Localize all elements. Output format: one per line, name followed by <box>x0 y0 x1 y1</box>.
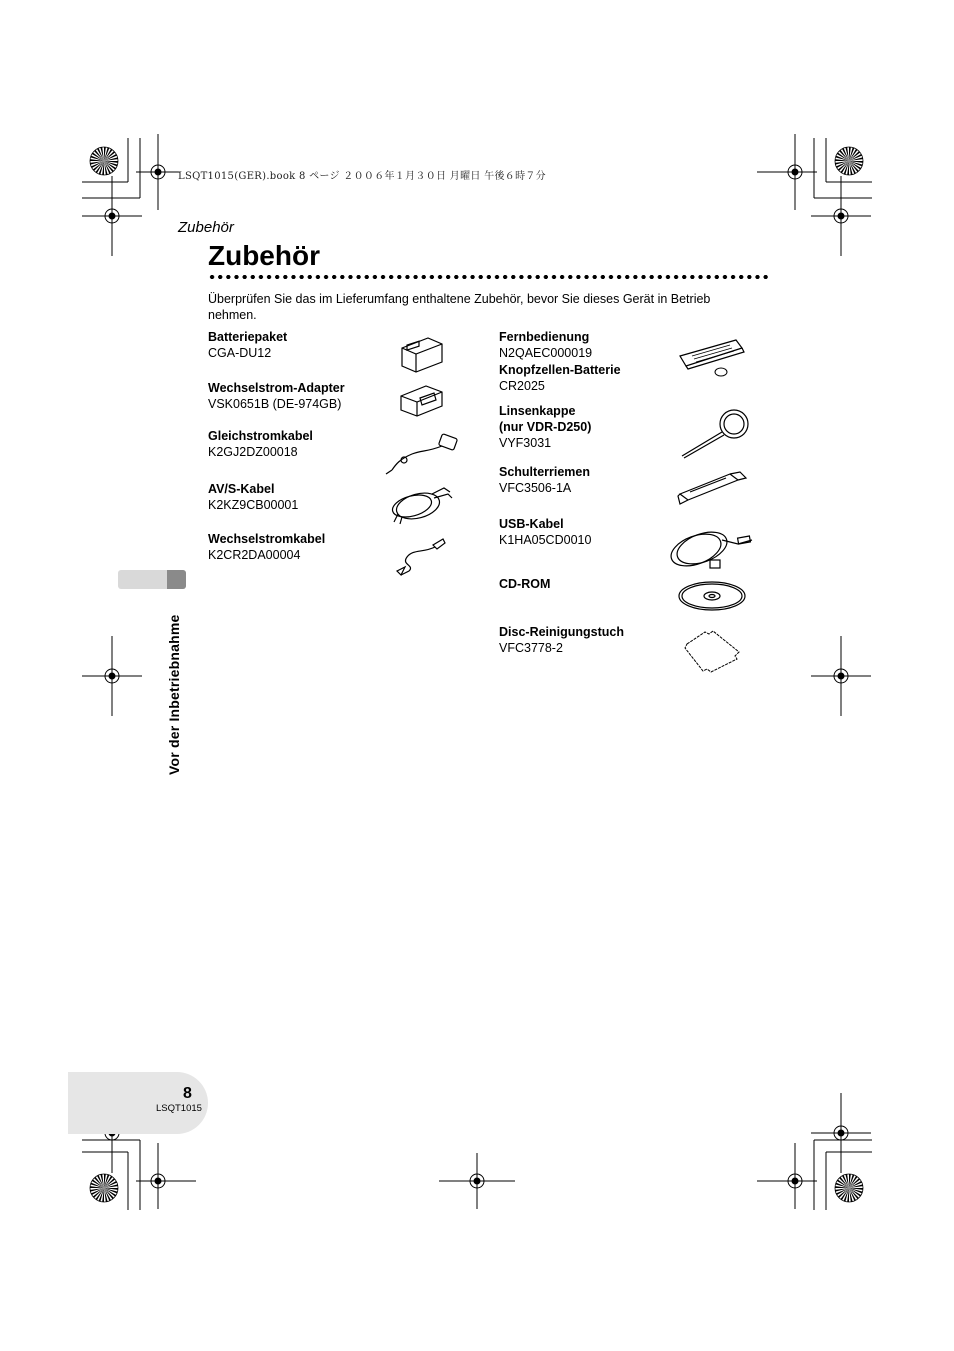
item-code: N2QAEC000019 <box>499 346 593 360</box>
item-code: K2GJ2DZ00018 <box>208 445 298 459</box>
item-name: AV/S-Kabel <box>208 482 275 496</box>
list-item <box>208 329 287 361</box>
document-code: LSQT1015 <box>156 1103 202 1114</box>
item-name: USB-Kabel <box>499 517 564 531</box>
list-item <box>499 362 621 394</box>
page-number: 8 <box>183 1085 192 1102</box>
item-name: Knopfzellen-Batterie <box>499 363 621 377</box>
item-code: K2KZ9CB00001 <box>208 498 299 512</box>
ac-adapter-icon <box>398 382 446 420</box>
item-code: VFC3778-2 <box>499 641 563 655</box>
item-name: Wechselstromkabel <box>208 532 326 546</box>
battery-pack-icon <box>398 334 446 374</box>
starburst-target <box>835 1174 863 1202</box>
item-name: Fernbedienung <box>499 330 590 344</box>
section-label: Vor der Inbetriebnahme <box>166 614 182 775</box>
list-item <box>208 380 345 412</box>
cleaning-cloth-icon <box>683 628 743 674</box>
page-title: Zubehör <box>208 240 320 271</box>
item-code: K2CR2DA00004 <box>208 548 301 562</box>
list-item <box>499 516 591 548</box>
coin-battery-icon <box>713 366 729 378</box>
list-item <box>208 481 298 513</box>
item-name: Gleichstromkabel <box>208 429 313 443</box>
title-dotted-rule <box>208 271 768 283</box>
item-name: CD-ROM <box>499 577 551 591</box>
dc-cable-icon <box>382 430 462 478</box>
starburst-target <box>90 1174 118 1202</box>
item-code: VFC3506-1A <box>499 481 572 495</box>
shoulder-strap-icon <box>676 468 748 510</box>
item-code: CGA-DU12 <box>208 346 272 360</box>
list-item <box>499 329 592 361</box>
list-item <box>499 464 590 496</box>
usb-cable-icon <box>666 520 758 574</box>
starburst-target <box>835 147 863 175</box>
remote-control-icon <box>678 336 746 380</box>
list-item <box>499 624 624 656</box>
section-tab-marker <box>167 570 186 589</box>
lens-cap-icon <box>678 406 750 460</box>
list-item <box>499 576 550 592</box>
av-cable-icon <box>388 484 456 528</box>
starburst-target <box>90 147 118 175</box>
intro-text: Überprüfen Sie das im Lieferumfang enthaltene Zubehör, bevor Sie dieses Gerät in Betrieb nehmen. <box>208 292 711 322</box>
item-name: Disc-Reinigungstuch <box>499 625 625 639</box>
item-name: Wechselstrom-Adapter <box>208 381 345 395</box>
item-name: Batteriepaket <box>208 330 288 344</box>
list-item <box>208 531 325 563</box>
item-code: K1HA05CD0010 <box>499 533 592 547</box>
item-name: Schulterriemen <box>499 465 591 479</box>
list-item <box>208 428 313 460</box>
item-code: CR2025 <box>499 379 545 393</box>
item-code: VYF3031 <box>499 436 552 450</box>
item-name: Linsenkappe (nur VDR-D250) <box>499 404 592 434</box>
cd-rom-icon <box>677 580 747 612</box>
print-header: LSQT1015(GER).book 8 ページ ２００６年１月３０日 月曜日 午後６時７分 <box>178 171 546 182</box>
ac-cable-icon <box>393 535 449 577</box>
item-code: VSK0651B (DE-974GB) <box>208 397 342 411</box>
list-item <box>499 403 591 451</box>
running-head: Zubehör <box>178 219 234 236</box>
